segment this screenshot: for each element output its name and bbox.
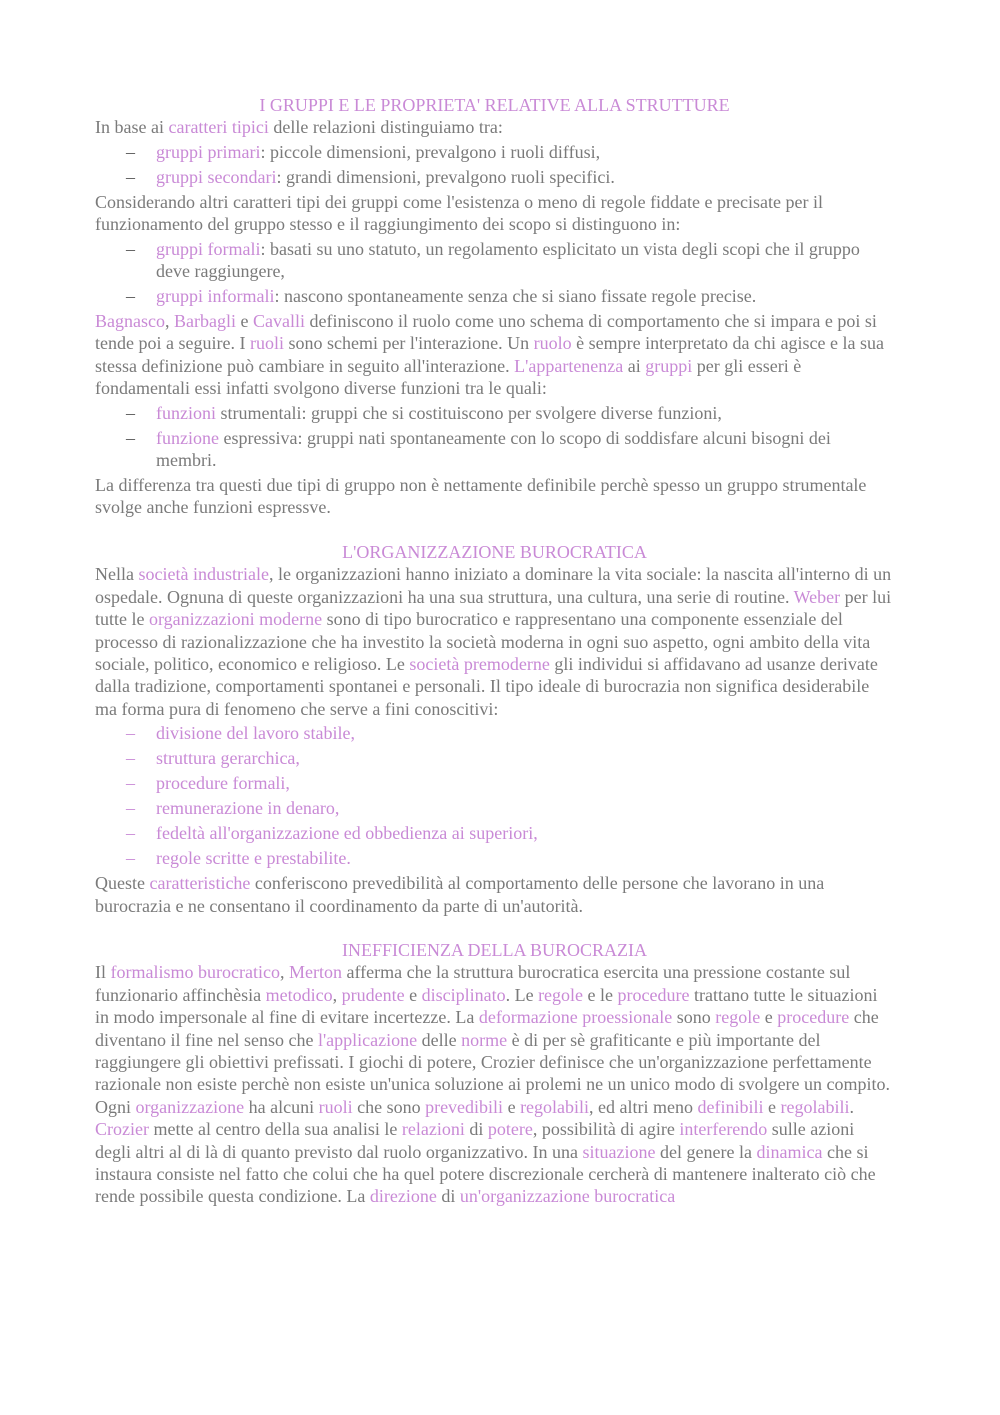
highlighted-term: regolabili xyxy=(520,1096,590,1117)
paragraph: Queste caratteristiche conferiscono prevedibilità al comportamento delle persone che lavorano in una burocrazia e ne consentano il coordinamento da parte di un'autorità. xyxy=(95,873,825,916)
highlighted-term: società premoderne xyxy=(409,653,550,674)
list-item xyxy=(95,797,894,819)
highlighted-term: ruoli xyxy=(318,1096,353,1117)
highlighted-term: regole xyxy=(715,1007,761,1028)
list-item xyxy=(95,847,894,869)
highlighted-term: Bagnasco xyxy=(95,311,165,332)
bullet-dash-icon: – xyxy=(126,848,135,869)
highlighted-term: procedure xyxy=(777,1007,850,1028)
paragraph: In base ai caratteri tipici delle relazioni distinguiamo tra: xyxy=(95,117,503,138)
bullet-dash-icon: – xyxy=(126,748,135,769)
list-item-text: fedeltà all'organizzazione ed obbedienza ai superiori, xyxy=(156,823,538,844)
highlighted-term: caratteristiche xyxy=(149,873,251,894)
paragraph: Considerando altri caratteri tipi dei gruppi come l'esistenza o meno di regole fiddate e precisate per il funzionamento del gruppo stesso e il raggiungimento dei scopo si distinguono in: xyxy=(95,191,823,235)
bullet-dash-icon: – xyxy=(126,402,135,423)
paragraph: Bagnasco, Barbagli e Cavalli definiscono il ruolo come uno schema di comportamento che si impara e poi si tende poi a seguire. I ruoli sono schemi per l'interazione. Un ruolo è sempre interpretato da chi agisce e la sua stessa definizione può cambiare in seguito all'interazione. L'appartenenza ai gruppi per gli esseri è fondamentali essi infatti svolgono diverse funzioni tra le quali: xyxy=(95,311,884,399)
highlighted-term: l'applicazione xyxy=(317,1029,418,1050)
highlighted-term: ruoli xyxy=(249,333,284,354)
list-item-text: remunerazione in denaro, xyxy=(156,798,340,819)
highlighted-term: Barbagli xyxy=(173,311,236,332)
list-item: – gruppi secondari: grandi dimensioni, prevalgono ruoli specifici. xyxy=(126,166,615,187)
list-item-text: struttura gerarchica, xyxy=(156,748,300,769)
highlighted-term: norme xyxy=(461,1029,508,1050)
bullet-dash-icon: – xyxy=(126,798,135,819)
highlighted-term: un'organizzazione burocratica xyxy=(459,1186,676,1207)
highlighted-term: Crozier xyxy=(95,1119,149,1140)
highlighted-term: gruppi xyxy=(645,355,693,376)
paragraph: Nella società industriale, le organizzazioni hanno iniziato a dominare la vita sociale: la nascita all'interno di un ospedale. Ognuna di queste organizzazioni ha una sua struttura, una cultura, una serie di routine. Weber per lui tutte le organizzazioni moderne sono di tipo burocratico e rappresentano una componente essenziale del processo di razionalizzazione che ha investito la società moderna in ogni suo aspetto, ogni ambito della vita sociale, politico, economico e religioso. Le società premoderne gli individui si affidavano ad usanze derivate dalla tradizione, comportamenti spontanei e personali. Il tipo ideale di burocrazia non significa desiderabile ma forma pura di fenomeno che serve a fini conoscitivi: xyxy=(95,564,892,719)
section-title-inefficienza: INEFFICIENZA DELLA BUROCRAZIA xyxy=(342,939,647,960)
list-item: – gruppi informali: nascono spontaneamente senza che si siano fissate regole precise. xyxy=(126,286,757,307)
highlighted-term: Merton xyxy=(288,962,342,983)
highlighted-term: disciplinato xyxy=(421,984,506,1005)
bullet-dash-icon: – xyxy=(126,773,135,794)
highlighted-term: L'appartenenza xyxy=(514,355,624,376)
highlighted-term: gruppi formali xyxy=(156,238,261,259)
list-item-text: regole scritte e prestabilite. xyxy=(156,848,351,869)
list-item: – funzioni strumentali: gruppi che si costituiscono per svolgere diverse funzioni, xyxy=(126,402,722,423)
list-item: – funzione espressiva: gruppi nati spontaneamente con lo scopo di soddisfare alcuni bisogni dei membri. xyxy=(126,427,831,471)
bullet-dash-icon: – xyxy=(126,427,135,448)
paragraph: La differenza tra questi due tipi di gruppo non è nettamente definibile perchè spesso un gruppo strumentale svolge anche funzioni espressve. xyxy=(95,475,867,518)
highlighted-term: definibili xyxy=(697,1096,764,1117)
bullet-dash-icon: – xyxy=(126,166,135,187)
highlighted-term: Cavalli xyxy=(252,311,305,332)
bullet-dash-icon: – xyxy=(126,723,135,744)
list-item: – gruppi formali: basati su uno statuto, un regolamento esplicitato un vista degli scopi che il gruppo deve raggiungere, xyxy=(126,238,860,282)
bullet-dash-icon: – xyxy=(126,238,135,259)
highlighted-term: situazione xyxy=(582,1141,656,1162)
highlighted-term: potere xyxy=(487,1119,533,1140)
section-title-organizzazione: L'ORGANIZZAZIONE BUROCRATICA xyxy=(342,541,647,562)
bullet-list xyxy=(95,402,894,472)
highlighted-term: gruppi primari xyxy=(156,141,261,162)
highlighted-term: metodico xyxy=(265,984,333,1005)
highlighted-term: direzione xyxy=(369,1186,437,1207)
bullet-dash-icon: – xyxy=(126,823,135,844)
highlighted-term: caratteri tipici xyxy=(168,117,269,138)
highlighted-term: prevedibili xyxy=(425,1096,504,1117)
bullet-dash-icon: – xyxy=(126,141,135,162)
list-item xyxy=(95,772,894,794)
bullet-list xyxy=(95,141,894,188)
highlighted-term: interferendo xyxy=(679,1119,768,1140)
highlighted-term: dinamica xyxy=(756,1141,823,1162)
bullet-list xyxy=(95,722,894,869)
highlighted-term: deformazione proessionale xyxy=(478,1007,673,1028)
list-item xyxy=(95,747,894,769)
highlighted-term: gruppi informali xyxy=(156,286,275,307)
bullet-list xyxy=(95,238,894,308)
highlighted-term: organizzazioni moderne xyxy=(148,609,323,630)
highlighted-term: relazioni xyxy=(401,1119,465,1140)
highlighted-term: funzione xyxy=(156,427,219,448)
highlighted-term: gruppi secondari xyxy=(156,166,277,187)
list-item xyxy=(95,822,894,844)
bullet-dash-icon: – xyxy=(126,286,135,307)
highlighted-term: formalismo burocratico xyxy=(110,962,280,983)
highlighted-term: procedure xyxy=(617,984,690,1005)
highlighted-term: prudente xyxy=(341,984,405,1005)
list-item-text: procedure formali, xyxy=(156,773,290,794)
list-item: – gruppi primari: piccole dimensioni, prevalgono i ruoli diffusi, xyxy=(126,141,601,162)
highlighted-term: organizzazione xyxy=(135,1096,245,1117)
section-title-gruppi: I GRUPPI E LE PROPRIETA' RELATIVE ALLA STRUTTURE xyxy=(259,95,730,115)
list-item xyxy=(95,722,894,744)
paragraph: Il formalismo burocratico, Merton afferma che la struttura burocratica esercita una pressione costante sul funzionario affinchèsia metodico, prudente e disciplinato. Le regole e le procedure trattano tutte le situazioni in modo impersonale al fine di evitare incertezze. La deformazione proessionale sono regole e procedure che diventano il fine nel senso che l'applicazione delle norme è di per sè grafiticante e più importante del raggiungere gli obiettivi prefissati. I giochi di potere, Crozier definisce che un'organizzazione perfettamente razionale non esiste perchè non esiste un'unica soluzione ai prolemi ne un unico modo di svolgere un compito. Ogni organizzazione ha alcuni ruoli che sono prevedibili e regolabili, ed altri meno definibili e regolabili. Crozier mette al centro della sua analisi le relazioni di potere, possibilità di agire interferendo sulle azioni degli altri al di là di quanto previsto dal ruolo organizzativo. In una situazione del genere la dinamica che si instaura consiste nel fatto che colui che ha quel potere discrezionale cercherà di mantenere inalterato ciò che rende possibile questa condizione. La direzione di un'organizzazione burocratica xyxy=(95,962,891,1207)
highlighted-term: regole xyxy=(538,984,584,1005)
highlighted-term: società industriale xyxy=(138,564,269,585)
highlighted-term: regolabili xyxy=(780,1096,850,1117)
highlighted-term: Weber xyxy=(793,586,841,607)
list-item-text: divisione del lavoro stabile, xyxy=(156,723,355,744)
highlighted-term: ruolo xyxy=(533,333,572,354)
highlighted-term: funzioni xyxy=(156,402,216,423)
